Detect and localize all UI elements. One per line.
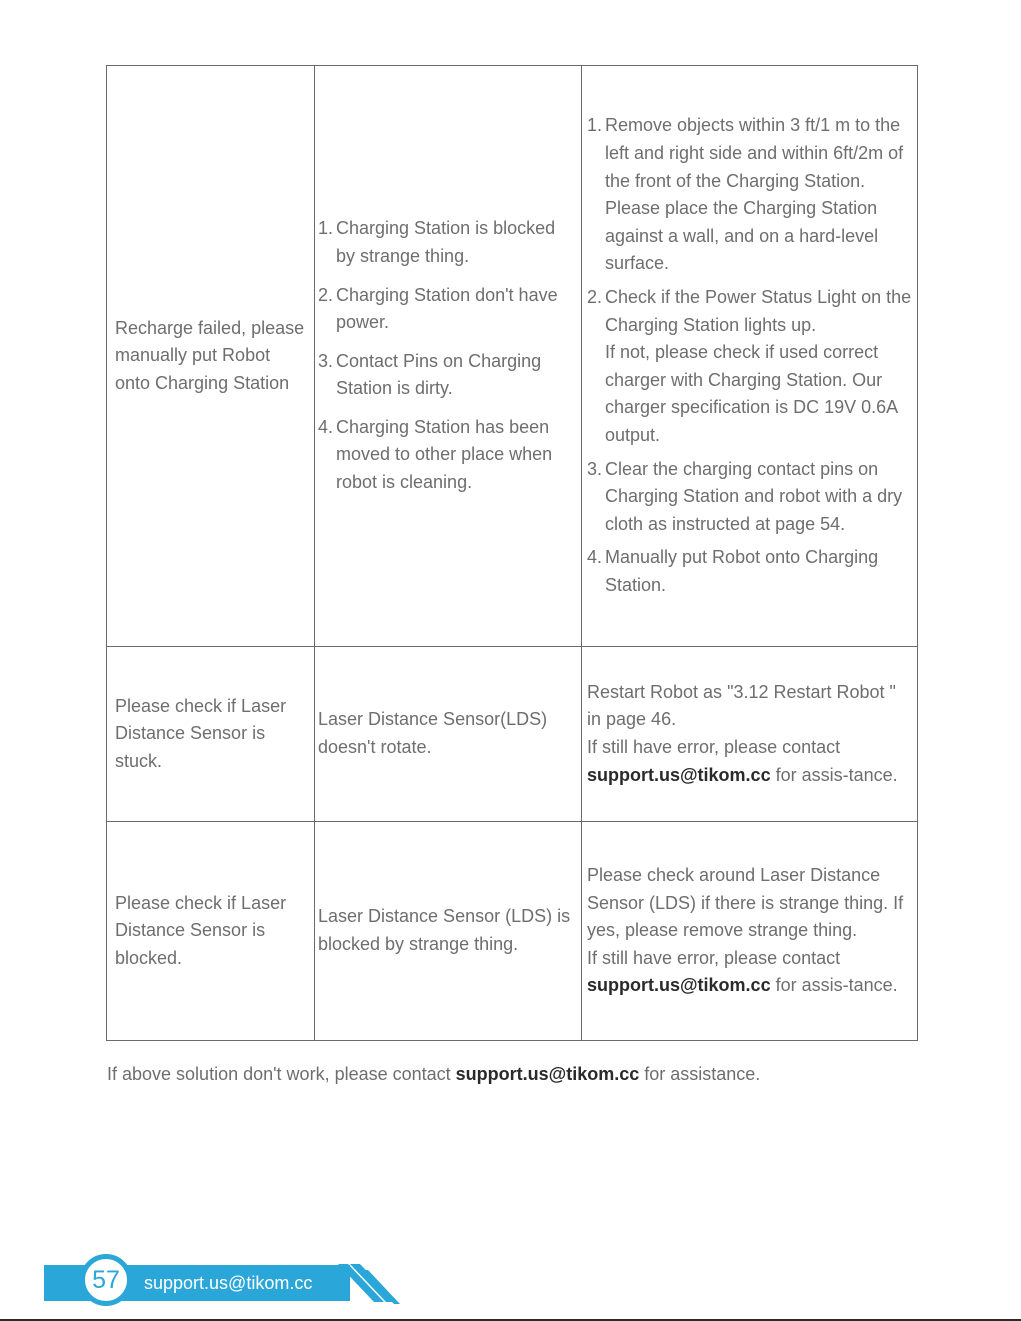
list-item: 1. Remove objects within 3 ft/1 m to the left and right side and within 6ft/2m of the front of the Charging Station. Please place the Charging Station against a wall, and on a hard-level surface. xyxy=(587,115,904,274)
footer-note: If above solution don't work, please contact support.us@tikom.cc for assistance. xyxy=(107,1064,761,1084)
list-item: 4. Manually put Robot onto Charging Station. xyxy=(587,547,879,595)
cause-text: Laser Distance Sensor(LDS) doesn't rotate. xyxy=(318,709,548,757)
problem-cell xyxy=(107,822,315,1041)
solution-list xyxy=(587,112,913,599)
list-item: 3. Clear the charging contact pins on Charging Station and robot with a dry cloth as instructed at page 54. xyxy=(587,458,903,534)
cause-list xyxy=(318,215,579,496)
table-row xyxy=(107,647,918,822)
list-item: 2. Check if the Power Status Light on the Charging Station lights up. If not, please check if used correct charger with Charging Station. Our charger specification is DC 19V 0.6A output. xyxy=(587,287,912,445)
cause-cell xyxy=(315,647,582,822)
support-email-link[interactable]: support.us@tikom.cc xyxy=(587,764,771,785)
troubleshooting-table xyxy=(106,65,918,1041)
solution-cell xyxy=(582,66,918,647)
list-item: 4. Charging Station has been moved to other place when robot is cleaning. xyxy=(318,416,553,493)
problem-text: Recharge failed, please manually put Robot onto Charging Station xyxy=(115,317,305,393)
table-row xyxy=(107,66,918,647)
problem-text: Please check if Laser Distance Sensor is stuck. xyxy=(115,695,287,771)
list-item: 3. Contact Pins on Charging Station is dirty. xyxy=(318,350,542,399)
cause-text: Laser Distance Sensor (LDS) is blocked by strange thing. xyxy=(318,906,571,954)
table-row xyxy=(107,822,918,1041)
footer-email: support.us@tikom.cc xyxy=(144,1273,313,1293)
problem-text: Please check if Laser Distance Sensor is blocked. xyxy=(115,892,287,968)
support-email-link[interactable]: support.us@tikom.cc xyxy=(587,975,771,996)
stripes-decoration-icon xyxy=(338,1264,402,1304)
solution-text: Please check around Laser Distance Sensor (LDS) if there is strange thing. If yes, please remove strange thing. If still have error, please contact support.us@tikom.cc for assis-tance. xyxy=(587,865,904,996)
cause-cell xyxy=(315,66,582,647)
list-item: 1. Charging Station is blocked by strange thing. xyxy=(318,218,556,266)
cause-cell xyxy=(315,822,582,1041)
problem-cell xyxy=(107,647,315,822)
problem-cell xyxy=(107,66,315,647)
support-email-link[interactable]: support.us@tikom.cc xyxy=(455,1064,640,1084)
solution-text: Restart Robot as "3.12 Restart Robot " in page 46. If still have error, please contact support.us@tikom.cc for assis-tance. xyxy=(587,681,898,785)
solution-cell xyxy=(582,822,918,1041)
solution-cell xyxy=(582,647,918,822)
page-number: 57 xyxy=(80,1254,132,1306)
list-item: 2. Charging Station don't have power. xyxy=(318,284,558,333)
